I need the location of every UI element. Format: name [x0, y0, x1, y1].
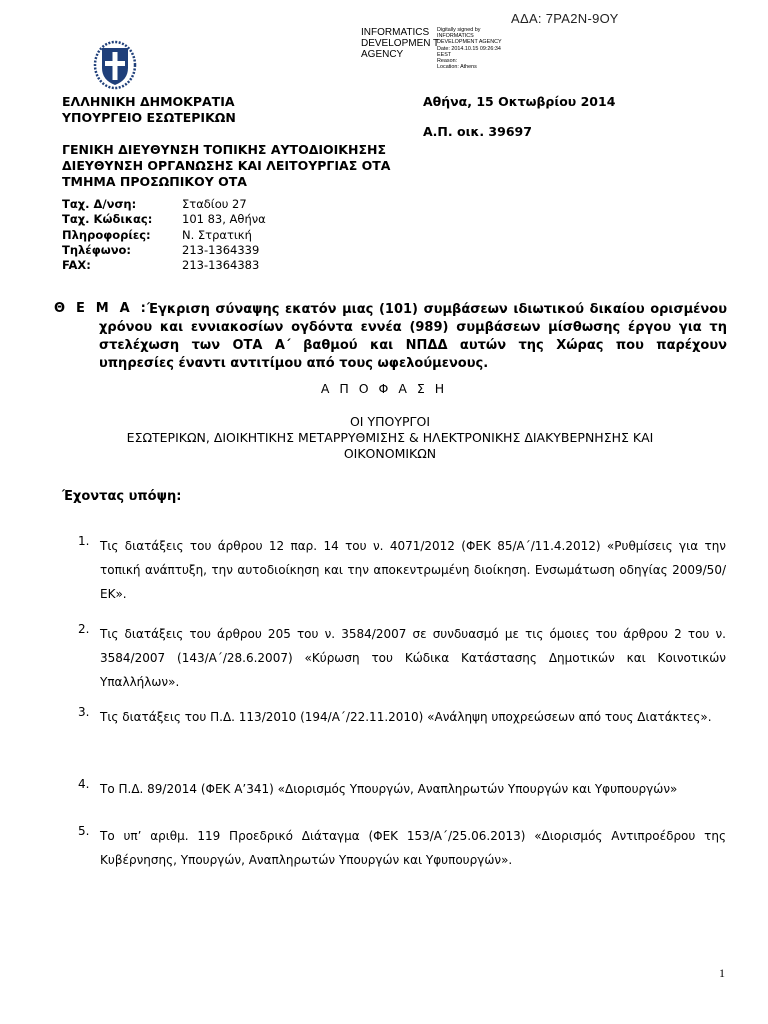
list-item [78, 622, 726, 694]
item-number: 3. [78, 705, 90, 719]
signature-line: Location: Athens [437, 64, 477, 71]
ministers-block [60, 414, 720, 462]
subject-line: Έγκριση σύναψης εκατόν μιας (101) συμβάσεων ιδιωτικού δικαίου ορισμένου [147, 302, 727, 317]
item-number: 5. [78, 824, 90, 838]
directorate-line: ΓΕΝΙΚΗ ΔΙΕΥΘΥΝΣΗ ΤΟΠΙΚΗΣ ΑΥΤΟΔΙΟΙΚΗΣΗΣ [62, 142, 386, 157]
ministers-line: ΟΙ ΥΠΟΥΡΓΟΙ [349, 414, 431, 429]
list-item [78, 824, 726, 872]
list-item [78, 534, 726, 606]
item-text: Τις διατάξεις του άρθρου 205 του ν. 3584/2007 σε συνδυασμό με τις όμοιες του άρθρου 2 του ν. 3584/2007 (143/Α΄/28.6.2007) «Κύρωση του Κώδικα Κατάστασης Δημοτικών και Κοινοτικών Υπαλλήλων». [100, 627, 726, 689]
subject-line: υπηρεσίες έναντι αντιτίμου από τους ωφελούμενους. [99, 356, 489, 371]
item-text: Τις διατάξεις του άρθρου 12 παρ. 14 του ν. 4071/2012 (ΦΕΚ 85/Α΄/11.4.2012) «Ρυθμίσεις για την τοπική ανάπτυξη, την αυτοδιοίκηση και την αποκεντρωμένη διοίκηση. Ενσωμάτωση οδηγίας 2009/50/ΕΚ». [100, 539, 726, 601]
contact-row [62, 228, 266, 243]
page-number: 1 [719, 966, 725, 980]
contact-value: Ν. Στρατική [182, 227, 252, 242]
contact-row [62, 258, 266, 273]
directorate-block [62, 142, 390, 190]
signature-org: INFORMATICS DEVELOPMEN T AGENCY [361, 27, 439, 60]
subject-line: χρόνου και εννιακοσίων ογδόντα εννέα (989) συμβάσεων μίσθωσης έργου για τη [99, 320, 727, 335]
signature-line: Digitally signed by [437, 27, 481, 33]
contact-value: 101 83, Αθήνα [182, 212, 266, 227]
contact-value: Σταδίου 27 [182, 197, 247, 211]
signature-line: DEVELOPMENT AGENCY [437, 39, 502, 46]
contact-value: 213-1364339 [182, 242, 260, 257]
protocol-number: Α.Π. οικ. 39697 [423, 124, 532, 139]
ada-code: ΑΔΑ: 7ΡΑ2Ν-9ΟΥ [511, 11, 619, 26]
item-number: 1. [78, 534, 90, 548]
date-protocol-block [423, 94, 615, 140]
list-item [78, 705, 726, 729]
ministers-line: ΟΙΚΟΝΟΜΙΚΩΝ [343, 446, 437, 461]
subject-line: στελέχωση των ΟΤΑ Α΄ βαθμού και ΝΠΔΔ αυτών της Χώρας που παρέχουν [99, 338, 727, 353]
greek-emblem-icon [93, 38, 137, 90]
directorate-line: ΤΜΗΜΑ ΠΡΟΣΩΠΙΚΟΥ ΟΤΑ [62, 174, 247, 189]
issuer-country: ΕΛΛΗΝΙΚΗ ΔΗΜΟΚΡΑΤΙΑ [62, 94, 235, 109]
document-date: Αθήνα, 15 Οκτωβρίου 2014 [423, 94, 616, 109]
considering-heading: Έχοντας υπόψη: [62, 489, 182, 504]
subject-label: Θ Ε Μ Α : [54, 301, 150, 316]
contact-label: FAX: [62, 258, 91, 273]
contact-row [62, 243, 266, 258]
item-text: Το Π.Δ. 89/2014 (ΦΕΚ Α’341) «Διορισμός Υπουργών, Αναπληρωτών Υπουργών και Υφυπουργών» [100, 782, 678, 796]
contact-row [62, 197, 266, 212]
item-number: 4. [78, 777, 90, 791]
signature-details [437, 27, 547, 70]
signature-line: Reason: [437, 58, 458, 65]
contact-label: Ταχ. Δ/νση: [62, 197, 137, 211]
contact-value: 213-1364383 [182, 258, 260, 273]
contact-label: Πληροφορίες: [62, 227, 151, 242]
signature-line: EEST [437, 51, 452, 58]
contact-label: Ταχ. Κώδικας: [62, 212, 153, 227]
contact-block [62, 197, 266, 273]
item-number: 2. [78, 622, 90, 636]
item-text: Το υπ’ αριθμ. 119 Προεδρικό Διάταγμα (ΦΕΚ 153/Α΄/25.06.2013) «Διορισμός Αντιπροέδρου της Κυβέρνησης, Υπουργών, Αναπληρωτών Υπουργών και Υφυπουργών». [100, 829, 726, 867]
directorate-line: ΔΙΕΥΘΥΝΣΗ ΟΡΓΑΝΩΣΗΣ ΚΑΙ ΛΕΙΤΟΥΡΓΙΑΣ ΟΤΑ [62, 158, 391, 173]
signature-line: Date: 2014.10.15 09:26:34 [437, 45, 501, 52]
signature-line: INFORMATICS [437, 33, 474, 40]
ministers-line: ΕΣΩΤΕΡΙΚΩΝ, ΔΙΟΙΚΗΤΙΚΗΣ ΜΕΤΑΡΡΥΘΜΙΣΗΣ & ΗΛΕΚΤΡΟΝΙΚΗΣ ΔΙΑΚΥΒΕΡΝΗΣΗΣ ΚΑΙ [126, 430, 654, 445]
list-item [78, 777, 726, 801]
issuer-block [62, 94, 236, 126]
contact-label: Τηλέφωνο: [62, 242, 132, 257]
issuer-ministry: ΥΠΟΥΡΓΕΙΟ ΕΣΩΤΕΡΙΚΩΝ [62, 110, 236, 125]
item-text: Τις διατάξεις του Π.Δ. 113/2010 (194/Α΄/22.11.2010) «Ανάληψη υποχρεώσεων από τους Διατάκτες». [100, 710, 712, 724]
decision-title: Α Π Ο Φ Α Σ Η [320, 381, 448, 396]
contact-row [62, 212, 266, 227]
